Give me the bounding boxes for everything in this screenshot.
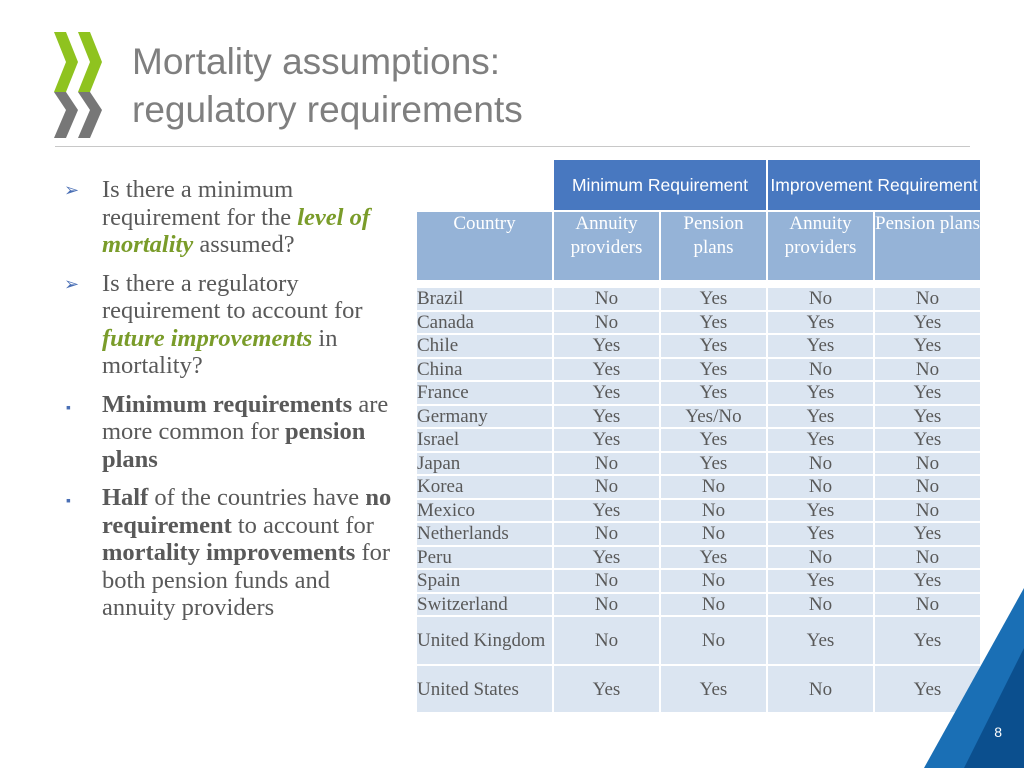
value-cell: Yes [767, 428, 874, 452]
value-cell: Yes [660, 311, 767, 335]
value-cell: Yes [767, 522, 874, 546]
value-cell: Yes [660, 452, 767, 476]
value-cell: Yes [553, 428, 660, 452]
table-row [416, 405, 981, 429]
value-cell: No [660, 569, 767, 593]
value-cell: Yes [767, 381, 874, 405]
table-row [416, 499, 981, 523]
table-row [416, 358, 981, 382]
country-cell: Chile [416, 334, 553, 358]
value-cell: Yes [553, 499, 660, 523]
column-header-imp-annuity: Annuity providers [767, 211, 874, 281]
value-cell: No [874, 593, 981, 617]
value-cell: No [767, 665, 874, 713]
value-cell: No [553, 452, 660, 476]
value-cell: Yes [660, 287, 767, 311]
value-cell: Yes [874, 428, 981, 452]
value-cell: Yes [660, 381, 767, 405]
bullet-text: Is there a minimum requirement for the [102, 176, 298, 231]
table-row [416, 593, 981, 617]
value-cell: Yes [874, 665, 981, 713]
value-cell: No [553, 311, 660, 335]
country-cell: United States [416, 665, 553, 713]
bullet-text: are more common for [102, 390, 389, 445]
value-cell: No [660, 616, 767, 665]
page-title [132, 38, 523, 134]
country-cell: Korea [416, 475, 553, 499]
value-cell: Yes [874, 334, 981, 358]
value-cell: Yes [767, 616, 874, 665]
value-cell: No [660, 522, 767, 546]
bullet-text: to account for [231, 511, 374, 539]
country-cell: Peru [416, 546, 553, 570]
bullet-item [58, 391, 403, 474]
value-cell: No [874, 499, 981, 523]
arrow-bullet-icon: ➢ [64, 273, 80, 294]
column-header-imp-pension: Pension plans [874, 211, 981, 281]
country-cell: China [416, 358, 553, 382]
value-cell: Yes [660, 546, 767, 570]
bullet-item [58, 176, 403, 259]
bullet-text: assumed? [193, 231, 295, 258]
value-cell: Yes [874, 569, 981, 593]
value-cell: Yes [660, 665, 767, 713]
bullet-item [58, 270, 403, 380]
bullet-emphasis: no requirement [102, 484, 392, 539]
table-row [416, 287, 981, 311]
bullet-emphasis: pension plans [102, 418, 366, 473]
table-row [416, 665, 981, 713]
value-cell: No [874, 546, 981, 570]
country-cell: Germany [416, 405, 553, 429]
column-header-min-annuity: Annuity providers [553, 211, 660, 281]
value-cell: No [767, 287, 874, 311]
value-cell: No [767, 452, 874, 476]
table-row [416, 334, 981, 358]
value-cell: No [553, 593, 660, 617]
bullet-text: for both pension funds and annuity providers [102, 539, 391, 621]
value-cell: No [553, 569, 660, 593]
regulation-table [415, 158, 982, 714]
value-cell: Yes [767, 499, 874, 523]
value-cell: No [553, 616, 660, 665]
value-cell: Yes [767, 311, 874, 335]
table-row [416, 428, 981, 452]
country-cell: France [416, 381, 553, 405]
title-line-1: Mortality assumptions: [132, 41, 501, 82]
country-cell: Israel [416, 428, 553, 452]
table-row [416, 311, 981, 335]
group-header-blank [416, 159, 553, 211]
value-cell: No [660, 499, 767, 523]
square-bullet-icon: ▪ [66, 494, 71, 509]
table-row [416, 381, 981, 405]
title-line-2: regulatory requirements [132, 89, 523, 130]
value-cell: Yes/No [660, 405, 767, 429]
group-header-improvement: Improvement Requirement [767, 159, 981, 211]
value-cell: Yes [553, 546, 660, 570]
value-cell: Yes [660, 358, 767, 382]
table-body [416, 281, 981, 713]
value-cell: Yes [767, 334, 874, 358]
table-row [416, 452, 981, 476]
value-cell: No [767, 546, 874, 570]
country-cell: Japan [416, 452, 553, 476]
value-cell: No [660, 475, 767, 499]
oecd-logo-icon [52, 30, 112, 140]
value-cell: Yes [874, 522, 981, 546]
value-cell: Yes [767, 405, 874, 429]
column-header-row [416, 211, 981, 281]
bullet-emphasis: Half [102, 484, 149, 511]
table-row [416, 616, 981, 665]
bullet-emphasis: Minimum requirements [102, 390, 353, 418]
value-cell: No [767, 358, 874, 382]
value-cell: No [874, 452, 981, 476]
value-cell: Yes [553, 334, 660, 358]
bullet-text: in mortality? [102, 324, 338, 379]
group-header-row [416, 159, 981, 211]
bullet-emphasis: future improvements [102, 324, 313, 352]
table-row [416, 522, 981, 546]
country-cell: Spain [416, 569, 553, 593]
value-cell: Yes [660, 428, 767, 452]
value-cell: Yes [553, 358, 660, 382]
arrow-bullet-icon: ➢ [64, 180, 80, 200]
table-row [416, 569, 981, 593]
table-row [416, 546, 981, 570]
country-cell: Canada [416, 311, 553, 335]
square-bullet-icon: ▪ [66, 400, 71, 416]
bullet-emphasis: mortality improvements [102, 539, 356, 566]
value-cell: No [874, 287, 981, 311]
value-cell: Yes [553, 665, 660, 713]
value-cell: Yes [553, 381, 660, 405]
bullet-text: of the countries have [148, 484, 366, 511]
value-cell: Yes [553, 405, 660, 429]
column-header-min-pension: Pension plans [660, 211, 767, 281]
value-cell: Yes [874, 616, 981, 665]
country-cell: Mexico [416, 499, 553, 523]
page-number: 8 [994, 724, 1002, 740]
value-cell: No [767, 475, 874, 499]
country-cell: United Kingdom [416, 616, 553, 665]
country-cell: Switzerland [416, 593, 553, 617]
value-cell: No [553, 287, 660, 311]
bullet-emphasis: level of mortality [102, 203, 371, 258]
value-cell: No [767, 593, 874, 617]
value-cell: Yes [767, 569, 874, 593]
value-cell: No [553, 475, 660, 499]
country-cell: Netherlands [416, 522, 553, 546]
bullet-text: Is there a regulatory requirement to account for [102, 269, 363, 324]
title-divider [55, 146, 970, 147]
value-cell: No [553, 522, 660, 546]
value-cell: Yes [874, 405, 981, 429]
value-cell: Yes [874, 381, 981, 405]
bullet-list [58, 176, 403, 633]
table-row [416, 475, 981, 499]
value-cell: No [660, 593, 767, 617]
value-cell: No [874, 475, 981, 499]
group-header-minimum: Minimum Requirement [553, 159, 767, 211]
bullet-item [58, 484, 403, 622]
value-cell: Yes [660, 334, 767, 358]
corner-decoration [904, 588, 1024, 768]
value-cell: Yes [874, 311, 981, 335]
value-cell: No [874, 358, 981, 382]
column-header-country: Country [416, 211, 553, 281]
country-cell: Brazil [416, 287, 553, 311]
